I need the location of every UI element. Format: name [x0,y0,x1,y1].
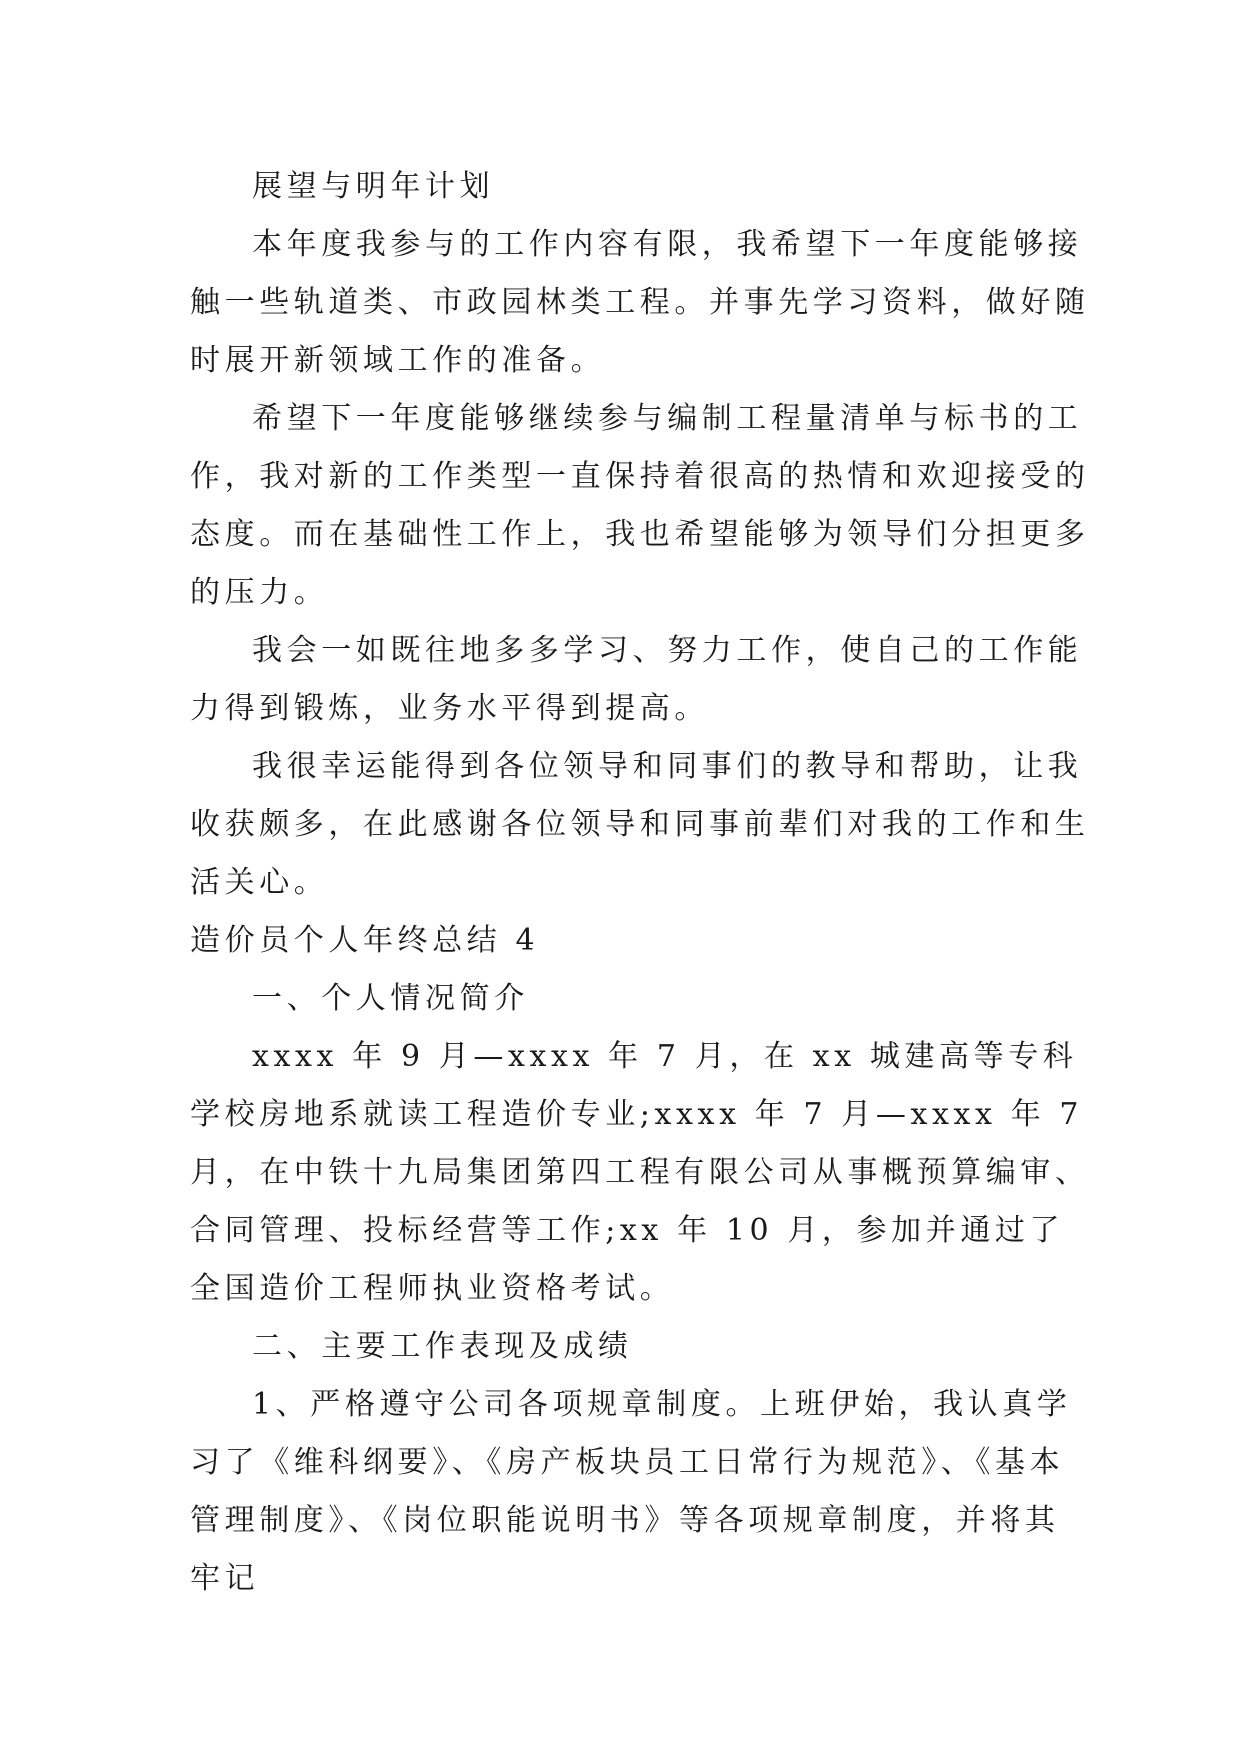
paragraph: 希望下一年度能够继续参与编制工程量清单与标书的工作，我对新的工作类型一直保持着很高的热情和欢迎接受的态度。而在基础性工作上，我也希望能够为领导们分担更多的压力。 [190,401,1090,610]
paragraph: 1、严格遵守公司各项规章制度。上班伊始，我认真学习了《维科纲要》、《房产板块员工日常行为规范》、《基本管理制度》、《岗位职能说明书》等各项规章制度，并将其牢记 [190,1387,1072,1596]
paragraph: 我会一如既往地多多学习、努力工作，使自己的工作能力得到锻炼，业务水平得到提高。 [190,633,1083,726]
document-title: 造价员个人年终总结 4 [190,923,540,958]
paragraph: 我很幸运能得到各位领导和同事们的教导和帮助，让我收获颇多，在此感谢各位领导和同事前辈们对我的工作和生活关心。 [190,749,1090,900]
paragraph: 本年度我参与的工作内容有限，我希望下一年度能够接触一些轨道类、市政园林类工程。并事先学习资料，做好随时展开新领域工作的准备。 [190,227,1090,378]
paragraph: xxxx 年 9 月—xxxx 年 7 月，在 xx 城建高等专科学校房地系就读工程造价专业;xxxx 年 7 月—xxxx 年 7 月，在中铁十九局集团第四工程有限公司从事概预算编审、合同管理、投标经营等工作;xx 年 10 月，参加并通过了全国造价工程师执业资格考试。 [190,1039,1090,1306]
section-heading-intro: 一、个人情况简介 [252,981,529,1016]
section-heading-outlook: 展望与明年计划 [252,169,495,204]
document-body [190,158,1090,1608]
section-heading-performance: 二、主要工作表现及成绩 [252,1329,633,1364]
